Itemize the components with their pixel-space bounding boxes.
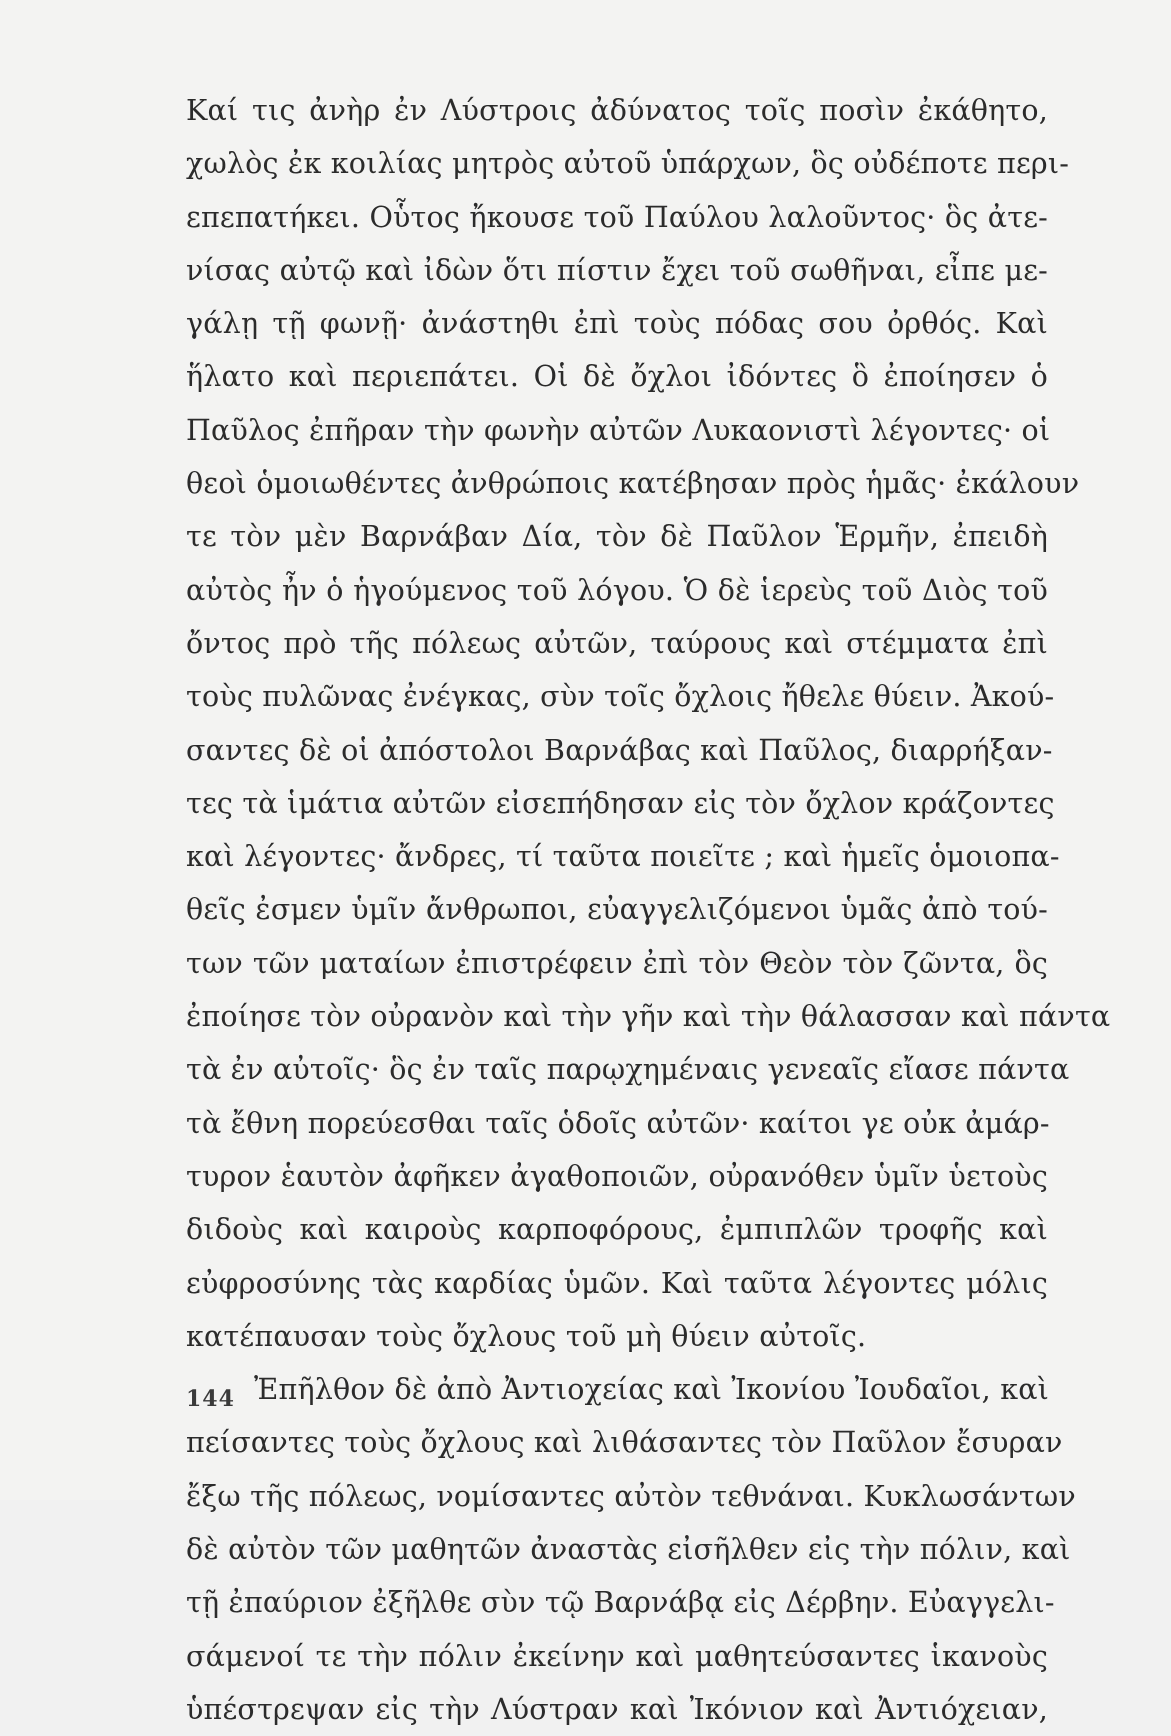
text-line: χωλὸς ἐκ κοιλίας μητρὸς αὐτοῦ ὑπάρχων, ὃς οὐδέποτε περι- [186,147,1070,181]
text-line: εὐφροσύνης τὰς καρδίας ὑμῶν. Καὶ ταῦτα λέγοντες μόλις [186,1266,1048,1300]
text-line: ἔξω τῆς πόλεως, νομίσαντες αὐτὸν τεθνάναι. Κυκλωσάντων [186,1479,1076,1513]
text-line: διδοὺς καὶ καιροὺς καρποφόρους, ἐμπιπλῶν τροφῆς καὶ [186,1213,1048,1247]
text-line: γάλῃ τῇ φωνῇ· ἀνάστηθι ἐπὶ τοὺς πόδας σου ὀρθός. Καὶ [186,307,1048,341]
text-line: των τῶν ματαίων ἐπιστρέφειν ἐπὶ τὸν Θεὸν τὸν ζῶντα, ὃς [186,946,1048,980]
body-text [186,84,1111,1736]
text-line: τῇ ἐπαύριον ἐξῆλθε σὺν τῷ Βαρνάβᾳ εἰς Δέρβην. Εὐαγγελι- [186,1586,1055,1620]
text-line: δὲ αὐτὸν τῶν μαθητῶν ἀναστὰς εἰσῆλθεν εἰς τὴν πόλιν, καὶ [186,1533,1071,1567]
text-line: θεοὶ ὁμοιωθέντες ἀνθρώποις κατέβησαν πρὸς ἡμᾶς· ἐκάλουν [186,467,1080,501]
text-line: τὰ ἐν αὐτοῖς· ὃς ἐν ταῖς παρῳχημέναις γενεαῖς εἴασε πάντα [186,1053,1070,1087]
paragraph-end-line: κατέπαυσαν τοὺς ὄχλους τοῦ μὴ θύειν αὐτοῖς. [186,1319,867,1353]
text-line: νίσας αὐτῷ καὶ ἰδὼν ὅτι πίστιν ἔχει τοῦ σωθῆναι, εἶπε με- [186,253,1048,287]
text-line: σάμενοί τε τὴν πόλιν ἐκείνην καὶ μαθητεύσαντες ἱκανοὺς [186,1639,1048,1673]
text-line: τε τὸν μὲν Βαρνάβαν Δία, τὸν δὲ Παῦλον Ἑρμῆν, ἐπειδὴ [186,520,1048,554]
text-line: Καί τις ἀνὴρ ἐν Λύστροις ἀδύνατος τοῖς ποσὶν ἐκάθητο, [186,94,1048,127]
text-line: ὑπέστρεψαν εἰς τὴν Λύστραν καὶ Ἰκόνιον καὶ Ἀντιόχειαν, [186,1692,1048,1726]
paragraph-start-line: Ἐπῆλθον δὲ ἀπὸ Ἀντιοχείας καὶ Ἰκονίου Ἰουδαῖοι, καὶ [254,1373,1050,1407]
text-line: ὄντος πρὸ τῆς πόλεως αὐτῶν, ταύρους καὶ στέμματα ἐπὶ [186,626,1048,660]
text-line: τες τὰ ἱμάτια αὐτῶν εἰσεπήδησαν εἰς τὸν ὄχλον κράζοντες [186,786,1055,820]
text-line: καὶ λέγοντες· ἄνδρες, τί ταῦτα ποιεῖτε ; καὶ ἡμεῖς ὁμοιοπα- [186,840,1060,874]
text-line: σαντες δὲ οἱ ἀπόστολοι Βαρνάβας καὶ Παῦλος, διαρρήξαν- [186,733,1053,767]
text-line: επεπατήκει. Οὗτος ἤκουσε τοῦ Παύλου λαλοῦντος· ὃς ἀτε- [186,200,1048,234]
text-line: ἥλατο καὶ περιεπάτει. Οἱ δὲ ὄχλοι ἰδόντες ὃ ἐποίησεν ὁ [186,360,1048,394]
text-line: πείσαντες τοὺς ὄχλους καὶ λιθάσαντες τὸν Παῦλον ἔσυραν [186,1426,1063,1460]
text-line: Παῦλος ἐπῆραν τὴν φωνὴν αὐτῶν Λυκαονιστὶ λέγοντες· οἱ [186,413,1051,447]
text-line: θεῖς ἐσμεν ὑμῖν ἄνθρωποι, εὐαγγελιζόμενοι ὑμᾶς ἀπὸ τού- [186,893,1048,927]
text-line: τυρον ἑαυτὸν ἀφῆκεν ἀγαθοποιῶν, οὐρανόθεν ὑμῖν ὑετοὺς [186,1159,1048,1193]
text-line: αὐτὸς ἦν ὁ ἡγούμενος τοῦ λόγου. Ὁ δὲ ἱερεὺς τοῦ Διὸς τοῦ [186,573,1048,607]
text-line: ἐποίησε τὸν οὐρανὸν καὶ τὴν γῆν καὶ τὴν θάλασσαν καὶ πάντα [186,1000,1111,1034]
text-line: τὰ ἔθνη πορεύεσθαι ταῖς ὁδοῖς αὐτῶν· καίτοι γε οὐκ ἀμάρ- [186,1106,1050,1140]
page-number: 144 [186,1386,235,1412]
text-line: τοὺς πυλῶνας ἐνέγκας, σὺν τοῖς ὄχλοις ἤθελε θύειν. Ἀκού- [186,680,1055,714]
